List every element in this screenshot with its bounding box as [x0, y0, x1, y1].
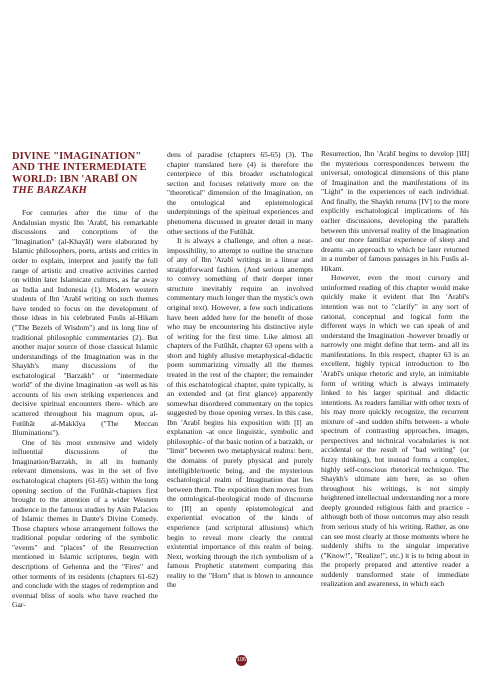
paragraph: Resurrection, Ibn 'Arabī begins to develop [III] the mysterious correspondences between the universal, ontological dimensions of this plane of Imagination and the manifestations of its "Light" in the experiences of each individual. And finally, the Shaykh returns [IV] to the more explicitly eschatological implications of his earlier discussions, developing the parallels between this universal reality of the Imagination and our more familiar experience of sleep and dreams -an approach to which he later returned in a number of famous passages in his Fusūs al-Hikam. — [321, 149, 469, 273]
page-number: 106 — [236, 655, 247, 666]
title-line-3: WORLD: IBN 'ARABĪ ON — [12, 173, 138, 185]
article-column-3 — [321, 149, 469, 589]
paragraph: One of his most extensive and widely influential discussions of the Imagination/Barzakh, in all its humanly relevant dimensions, was in the set of five eschatological chapters (61-65) within the long opening section of the Futūhāt-chapters first brought to the attention of a wider Western audience in the famous studies by Asín Palacios of Islamic themes in Dante's Divine Comedy. Those chapters whose arrangement follows the traditional popular ordering of the symbolic "events" and "places" of the Resurrection mentioned in Islamic scriptures, begin with descriptions of Gehenna and the "Fires" and other torments of its residents (chapters 61-62) and conclude with the stages of redemption and eventual bliss of souls who have reached the Gar- — [12, 437, 158, 610]
title-line-4: THE BARZAKH — [12, 184, 87, 196]
article-title — [12, 151, 158, 196]
title-line-2: AND THE INTERMEDIATE — [12, 162, 147, 174]
paragraph: dens of paradise (chapters 65-65) (3). The chapter translated here (4) is therefore the centerpiece of this broader eschatological section and focuses relatively more on the "theoretical" dimension of the Imagination, on the ontological and epistemological underpinnings of the spiritual experiences and phenomena discussed in greater detail in many other sections of the Futūhāt. — [167, 150, 313, 236]
title-line-1: DIVINE "IMAGINATION" — [12, 151, 142, 162]
article-column-1 — [12, 151, 158, 610]
paragraph: For centuries after the time of the Andalusian mystic Ibn 'Arabī, his remarkable discussions and conceptions of the "Imagination" (al-Khayāl) were elaborated by Islamic philosophers, poets, artists and critics in order to explain, interpret and justify the full range of artistic and creative activities carried on within later Islamicate cultures, as far away as India and Indonesia (1). Modern western students of Ibn 'Arabī writing on such themes have tended to focus on the development of those ideas in his celebrated Fusūs al-Hikam ("The Bezels of Wisdom") and its long line of traditional philosophic commentaries (2). But another major source of those classical Islamic understandings of the Imagination was in the Shaykh's many discussions of the eschatological "Barzakh" or "intermediate world" of the divine Imagination -as well as his accounts of his own striking experiences and decisive spiritual encounters there- which are scattered throughout his magnum opus, al-Futūhāt al-Makkīya ("The Meccan Illuminations"). — [12, 208, 158, 438]
paragraph: However, even the most cursory and uninformed reading of this chapter would make quickly make it evident that Ibn 'Arabī's intention was not to "clarify" in any sort of rational, conceptual and logical form the different ways in which we can speak of and understand the Imagination -however broadly or narrowly one might define that term- and all its manifestations. In this respect, chapter 63 is an excellent, highly typical introduction to Ibn 'Arabī's unique rhetoric and style, an inimitable form of writing which is always intimately linked to his larger spiritual and didactic intentions. As readers familiar with other texts of his may more quickly recognize, the recurrent mixture of -and sudden shifts between- a whole spectrum of contrasting approaches, images, perspectives and technical vocabularies is not accidental or the result of "bad writing" (or fuzzy thinking), but instead forms a complex, highly self-conscious rhetorical technique. The Shaykh's ultimate aim here, as so often throughout his writings, is not simply heightened intellectual understanding nor a more deeply grounded religious faith and practice -although both of those outcomes may also result from serious study of his writing. Rather, as one can see most clearly at those moments where he suddenly shifts to the singular imperative ("Know!", "Realize!", etc.) it is to bring about in the properly prepared and attentive reader a suddenly transformed state of immediate realization and awareness, in which each — [321, 273, 469, 589]
article-column-2 — [167, 150, 313, 590]
paragraph: It is always a challenge, and often a near-impossibility, to attempt to outline the structure of any of Ibn 'Arabī writings in a linear and straightforward fashion. (And serious attempts to convey something of their deeper inner structure inevitably require an involved commentary much longer than the mystic's own original text). However, a few such indications have been added here for the benefit of those who may be encountering his distinctive style of writing for the first time. Like almost all chapters of the Futūhāt, chapter 63 opens with a short and highly allusive metaphysical-didactic poem summarizing virtually all the themes treated in the rest of the chapter; the remainder of this eschatological chapter, quite typically, is an extended and (at first glance) apparently somewhat disordered commentary on the topics suggested by those opening verses. In this case, Ibn 'Arabī begins his exposition with [I] an explanation -at once linguistic, symbolic and philosophic- of the basic notion of a barzakh, or "limit" between two metaphysical realms: here, the domains of purely physical and purely intelligible/noetic being, and the mysterious eschatological realm of Imagination that lies between them. The exposition then moves from the ontological-theological mode of discourse to [II] an openly epistemological and experiential evocation of the kinds of experience (and scriptural allusions) which begin to reveal more clearly the central existential importance of this realm of being. Next, working through the rich symbolism of a famous Prophetic statement comparing this reality to the "Horn" that is blown to announce the — [167, 236, 313, 590]
